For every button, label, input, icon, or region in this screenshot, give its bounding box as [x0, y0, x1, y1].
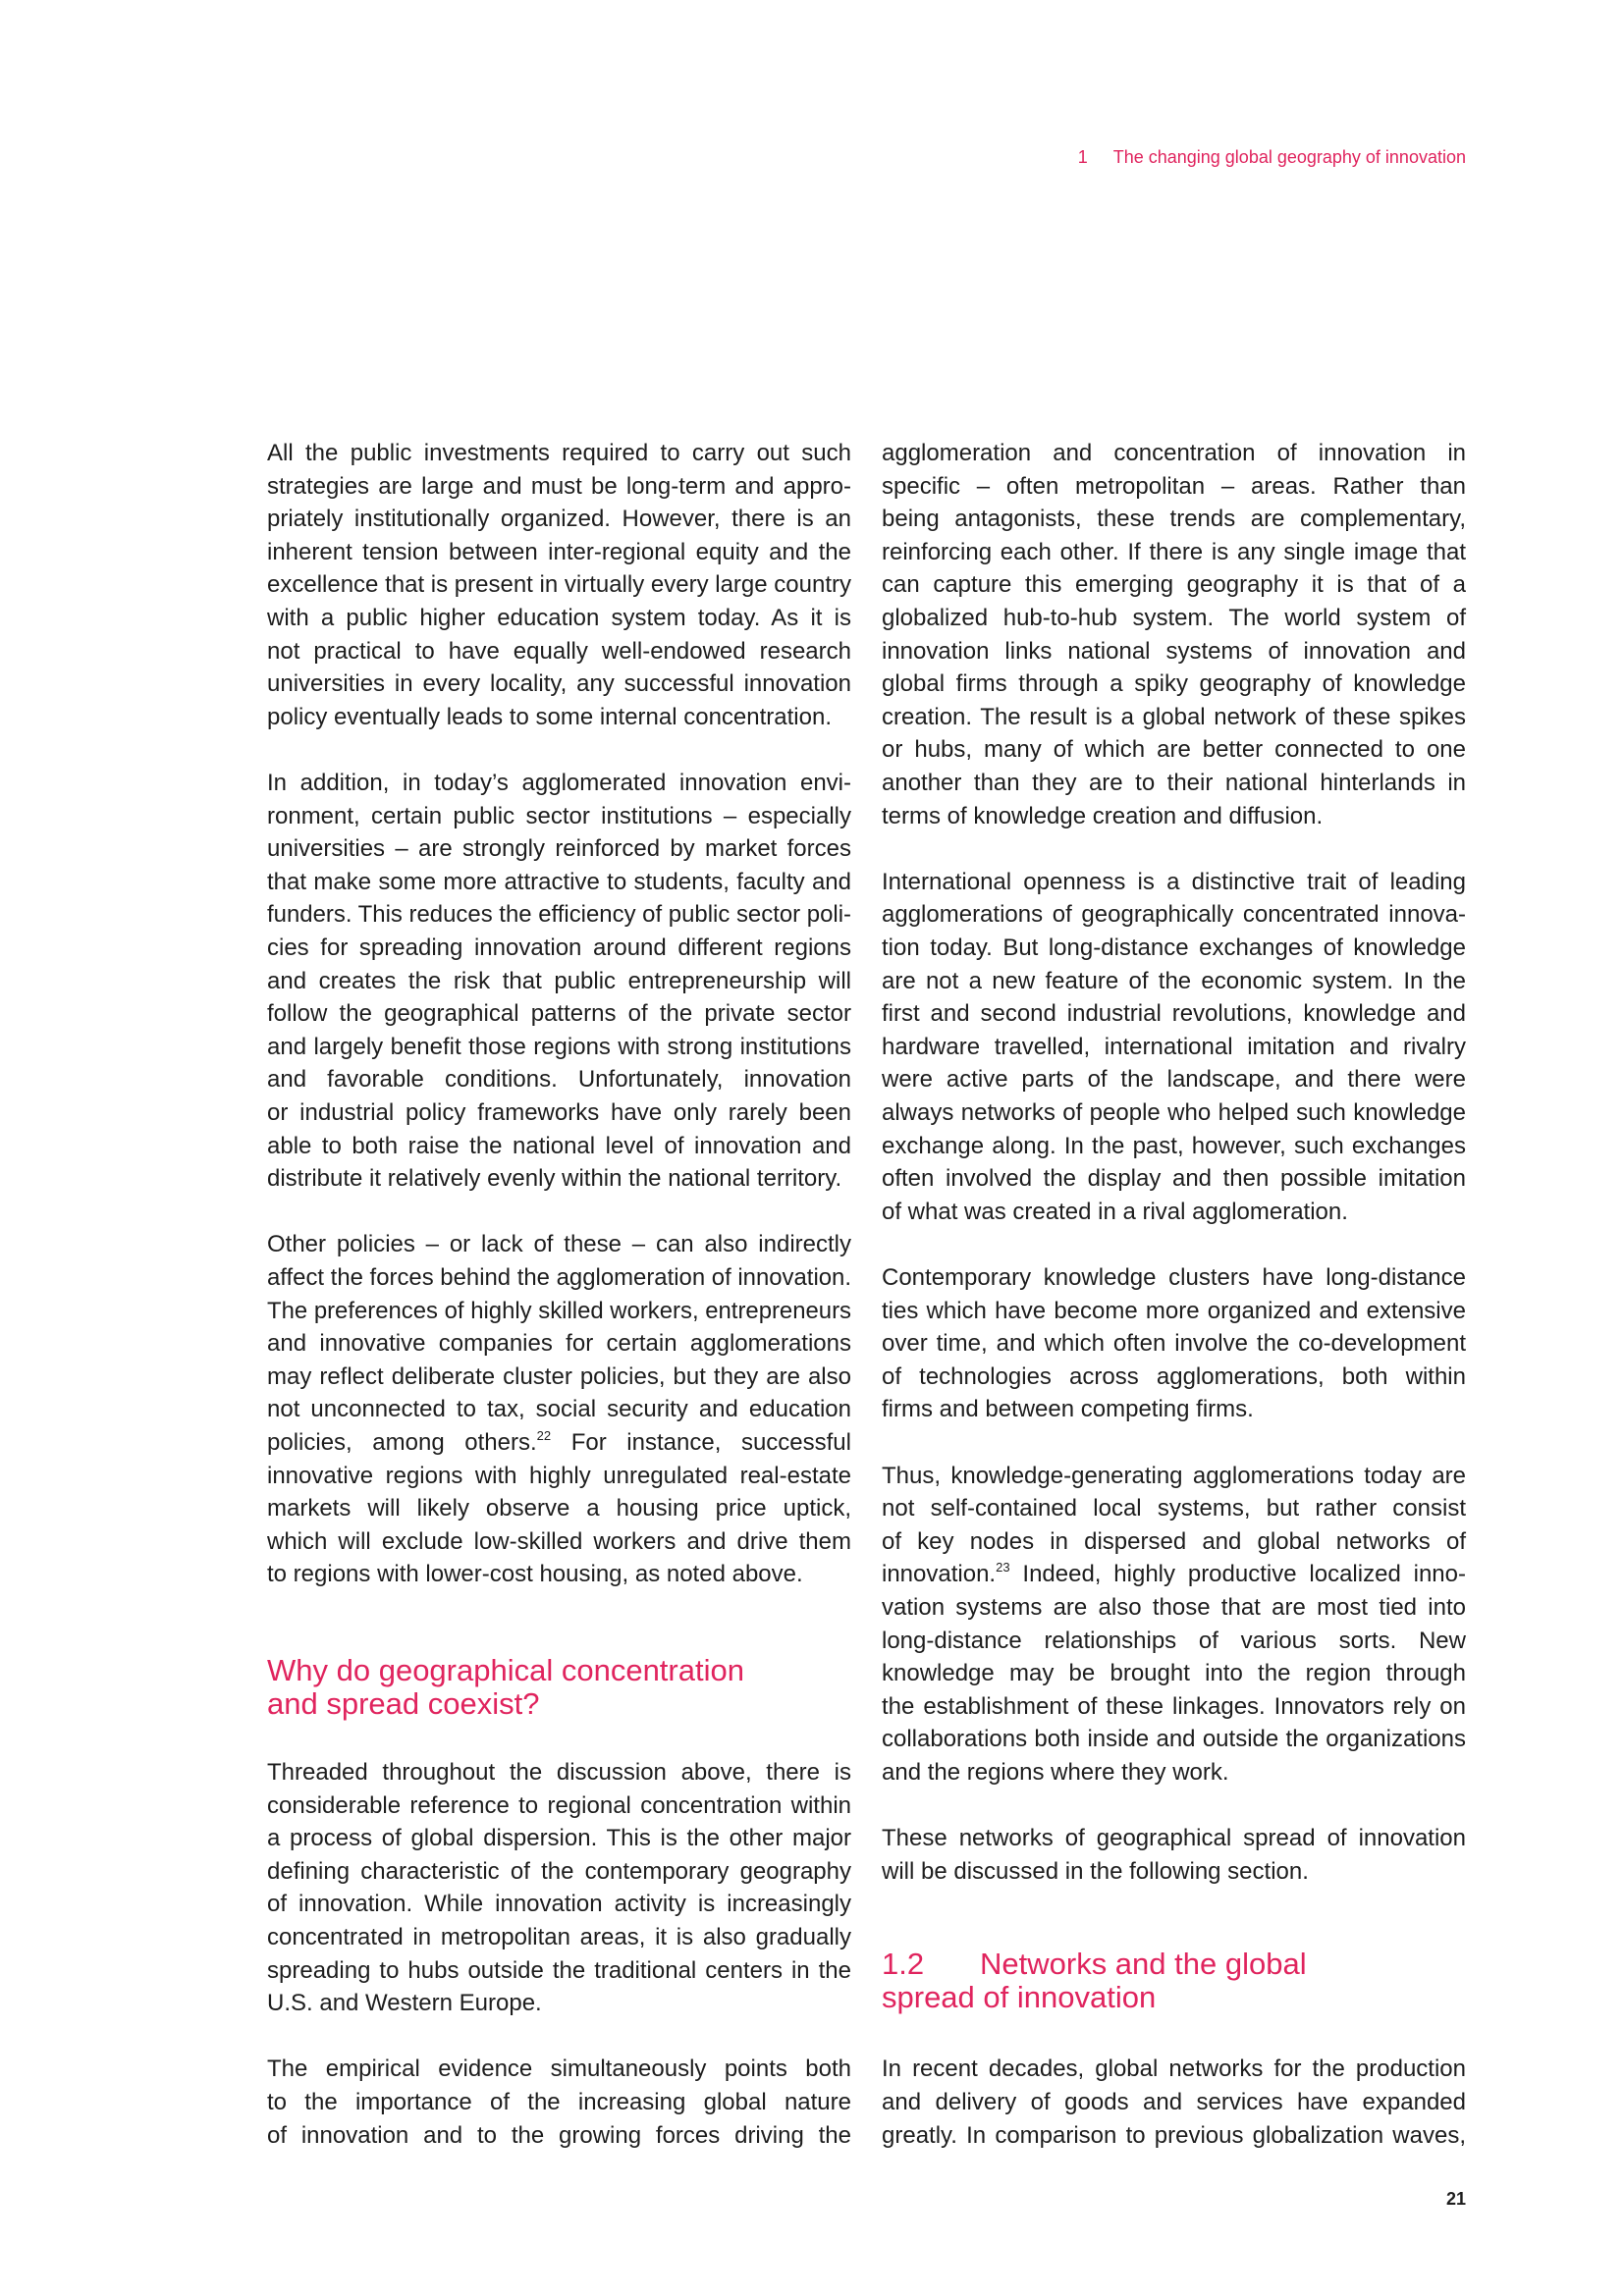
- text-line-content: [882, 470, 1466, 504]
- text-line: [267, 2086, 851, 2119]
- text: and delivery of goods and services have expanded: [882, 2088, 1466, 2115]
- heading-text: Networks and the global: [980, 1946, 1307, 1981]
- text-line-content: [882, 1196, 1348, 1229]
- text-line-content: [267, 1756, 851, 1789]
- body-paragraph: [267, 1228, 851, 1591]
- text: defining characteristic of the contemporary geography: [267, 1857, 851, 1885]
- text: ties which have become more organized and extensive: [882, 1297, 1466, 1324]
- text-line: [882, 1690, 1466, 1724]
- text: greatly. In comparison to previous globalization waves,: [882, 2121, 1466, 2149]
- text-line: [267, 1822, 851, 1855]
- text: distribute it relatively evenly within the national territory.: [267, 1165, 842, 1193]
- text-line-content: [882, 1723, 1466, 1756]
- text-line: [267, 832, 851, 866]
- text-line: [882, 536, 1466, 569]
- text: which will exclude low-skilled workers and drive them: [267, 1527, 851, 1555]
- text-line-content: [267, 866, 851, 899]
- text: considerable reference to regional concentration within: [267, 1791, 851, 1819]
- text: policy eventually leads to some internal concentration.: [267, 703, 832, 730]
- text: For instance, successful: [551, 1428, 851, 1456]
- text-line-content: [267, 602, 851, 635]
- text: global firms through a spiky geography of knowledge: [882, 670, 1466, 698]
- text-line-content: [882, 602, 1466, 635]
- text-line: [267, 1426, 851, 1460]
- text: with a public higher education system today. As it is: [267, 604, 851, 631]
- body-paragraph: [882, 866, 1466, 1229]
- text-line-content: [267, 1162, 841, 1196]
- text-line-content: [882, 767, 1466, 800]
- text: of what was created in a rival agglomeration.: [882, 1198, 1348, 1225]
- text-line: [267, 1261, 851, 1295]
- text-line: [267, 800, 851, 833]
- text-line: [267, 1954, 851, 1988]
- text: follow the geographical patterns of the private sector: [267, 1000, 851, 1028]
- text-line: [882, 1492, 1466, 1525]
- text-line-content: [267, 635, 851, 668]
- page-number: 21: [1445, 2189, 1466, 2209]
- text-line: [882, 1460, 1466, 1493]
- text-line-content: [882, 800, 1323, 833]
- text-line: [882, 1162, 1466, 1196]
- text-line-content: [267, 1063, 851, 1096]
- text-line-content: [267, 1393, 851, 1426]
- text-line-content: [882, 1031, 1466, 1064]
- text: affect the forces behind the agglomeration of innovation.: [267, 1263, 851, 1291]
- text-line: [882, 866, 1466, 899]
- text-line: [882, 1657, 1466, 1690]
- body-paragraph: [267, 1756, 851, 2020]
- body-paragraph: [882, 1261, 1466, 1426]
- text: long-distance relationships of various sorts. New: [882, 1627, 1466, 1654]
- text-line: [267, 667, 851, 701]
- text-line-content: [267, 2086, 851, 2119]
- footnote-reference: 23: [996, 1560, 1010, 1575]
- text: of key nodes in dispersed and global networks of: [882, 1527, 1466, 1555]
- text-line-content: [267, 1096, 851, 1130]
- text-line: [267, 1987, 851, 2020]
- text-line: [267, 997, 851, 1031]
- heading-text: and spread coexist?: [267, 1685, 540, 1721]
- section-number: 1.2: [882, 1946, 925, 1981]
- text-line: [882, 898, 1466, 932]
- text-line: [882, 1031, 1466, 1064]
- body-paragraph: [882, 1460, 1466, 1789]
- text: innovative regions with highly unregulated real-estate: [267, 1462, 851, 1489]
- text: cies for spreading innovation around different regions: [267, 934, 851, 961]
- footnote-reference: 22: [536, 1427, 552, 1443]
- text-line: [882, 1723, 1466, 1756]
- text-line: [882, 932, 1466, 965]
- text-line-content: [267, 1031, 851, 1064]
- text-line: [267, 470, 851, 504]
- text: vation systems are also those that are most tied into: [882, 1593, 1466, 1621]
- text: excellence that is present in virtually every large country: [267, 571, 851, 599]
- text-line: [882, 997, 1466, 1031]
- text: Threaded throughout the discussion above, there is: [267, 1759, 851, 1786]
- text-line-content: [882, 2086, 1466, 2119]
- text: The empirical evidence simultaneously points both: [267, 2056, 851, 2083]
- text: ronment, certain public sector institutions – especially: [267, 802, 851, 829]
- text-line: [267, 536, 851, 569]
- text-line-content: [267, 1295, 851, 1328]
- text-line: [267, 437, 851, 470]
- text: not self-contained local systems, but rather consist: [882, 1495, 1466, 1522]
- text-line-content: [267, 667, 851, 701]
- text-line: [882, 1327, 1466, 1361]
- section-heading: [267, 1654, 851, 1721]
- text-line-content: [267, 800, 851, 833]
- text-line: [267, 898, 851, 932]
- text: knowledge may be brought into the region through: [882, 1660, 1466, 1687]
- text-line: [882, 1525, 1466, 1559]
- text: agglomeration and concentration of innovation in: [882, 440, 1466, 466]
- text: and creates the risk that public entrepreneurship will: [267, 967, 851, 994]
- text-line-content: [267, 568, 851, 602]
- text-line-content: [267, 2053, 851, 2086]
- text-line-content: [882, 2053, 1466, 2086]
- text: terms of knowledge creation and diffusion.: [882, 802, 1324, 829]
- text: Indeed, highly productive localized inno-: [1009, 1561, 1466, 1588]
- text: and favorable conditions. Unfortunately, innovation: [267, 1066, 851, 1094]
- body-paragraph: [267, 767, 851, 1196]
- text-line: [267, 1756, 851, 1789]
- text-line-content: [882, 503, 1466, 536]
- text: or industrial policy frameworks have only rarely been: [267, 1098, 851, 1126]
- text-line-content: [882, 1393, 1254, 1426]
- text-line: [882, 602, 1466, 635]
- text-line: [882, 1361, 1466, 1394]
- text-line: [267, 1888, 851, 1921]
- body-paragraph: [267, 437, 851, 733]
- text: exchange along. In the past, however, such exchanges: [882, 1132, 1466, 1159]
- text-line: [267, 1130, 851, 1163]
- text-line: [267, 1327, 851, 1361]
- text-line: [267, 1492, 851, 1525]
- text-line-content: [882, 1625, 1466, 1658]
- text-line: [882, 1591, 1466, 1625]
- text: specific – often metropolitan – areas. Rather than: [882, 472, 1466, 500]
- body-paragraph: [882, 2053, 1466, 2152]
- text-line-content: [267, 1558, 803, 1591]
- text-line-content: [882, 1130, 1466, 1163]
- text-line-content: [882, 1525, 1466, 1559]
- text-line-content: [882, 1261, 1466, 1295]
- text: International openness is a distinctive trait of leading: [882, 868, 1466, 895]
- text-line-content: [882, 1162, 1466, 1196]
- text-line-content: [882, 568, 1466, 602]
- text-line: [882, 733, 1466, 767]
- text-line-content: [882, 1855, 1309, 1889]
- text: of innovation. While innovation activity is increasingly: [267, 1891, 851, 1918]
- text-line-content: [267, 1130, 851, 1163]
- text: the establishment of these linkages. Innovators rely on: [882, 1692, 1466, 1720]
- text: spreading to hubs outside the traditional centers in the: [267, 1956, 851, 1984]
- text: innovation links national systems of innovation and: [882, 637, 1466, 665]
- text-line-content: [882, 1361, 1466, 1394]
- text-line-content: [267, 1261, 851, 1295]
- text-line: [882, 1196, 1466, 1229]
- text: being antagonists, these trends are complementary,: [882, 506, 1466, 533]
- text-line-content: [882, 536, 1466, 569]
- text-line-content: [882, 898, 1466, 932]
- text: policies, among others.: [267, 1428, 537, 1456]
- text-line-content: [267, 1327, 851, 1361]
- text-line: [882, 2086, 1466, 2119]
- text: not practical to have equally well-endowed research: [267, 637, 851, 665]
- text: Contemporary knowledge clusters have long-distance: [882, 1264, 1466, 1291]
- text: may reflect deliberate cluster policies, but they are also: [267, 1362, 851, 1390]
- text-line: [882, 1063, 1466, 1096]
- heading-line: [882, 1948, 1466, 1981]
- text-line: [882, 1096, 1466, 1130]
- text-line-content: [267, 2119, 851, 2153]
- text-line: [267, 1031, 851, 1064]
- text-line: [882, 503, 1466, 536]
- text-line-content: [267, 832, 851, 866]
- text-line-content: [267, 898, 851, 932]
- text-line-content: [267, 1525, 851, 1559]
- text-line: [882, 2053, 1466, 2086]
- text: collaborations both inside and outside the organizations: [882, 1726, 1466, 1753]
- heading-text: spread of innovation: [882, 1979, 1157, 2014]
- text: concentrated in metropolitan areas, it is also gradually: [267, 1923, 851, 1950]
- text-line: [267, 1393, 851, 1426]
- text: over time, and which often involve the co-development: [882, 1330, 1466, 1358]
- text-line-content: [267, 1228, 851, 1261]
- text: to the importance of the increasing global nature: [267, 2088, 851, 2115]
- text: inherent tension between inter-regional equity and the: [267, 538, 851, 565]
- body-paragraph: [882, 1822, 1466, 1888]
- text-line: [267, 1855, 851, 1889]
- text-line: [267, 965, 851, 998]
- text-line-content: [267, 1987, 542, 2020]
- text: not unconnected to tax, social security and education: [267, 1396, 851, 1423]
- text-line-content: [882, 1063, 1466, 1096]
- text-line-content: [882, 1327, 1466, 1361]
- text: and innovative companies for certain agglomerations: [267, 1330, 851, 1358]
- text-line-content: [882, 1690, 1466, 1724]
- text: agglomerations of geographically concentrated innova-: [882, 901, 1466, 929]
- text-line: [882, 1130, 1466, 1163]
- text-line: [267, 767, 851, 800]
- text-line-content: [267, 1921, 851, 1954]
- text-line-content: [882, 1096, 1466, 1130]
- text-line: [267, 1525, 851, 1559]
- text-line: [882, 2119, 1466, 2153]
- text: In recent decades, global networks for the production: [882, 2056, 1466, 2083]
- text-line: [882, 1625, 1466, 1658]
- text: able to both raise the national level of innovation and: [267, 1132, 851, 1159]
- text-line: [267, 635, 851, 668]
- text-line: [882, 800, 1466, 833]
- text-line-content: [267, 1492, 851, 1525]
- text-line-content: [267, 965, 851, 998]
- text-line: [882, 767, 1466, 800]
- text-line-content: [882, 635, 1466, 668]
- body-paragraph: [267, 2053, 851, 2152]
- chapter-number: 1: [1077, 147, 1088, 167]
- text-line: [267, 503, 851, 536]
- text: U.S. and Western Europe.: [267, 1990, 542, 2017]
- heading-line: [267, 1654, 851, 1687]
- text-line-content: [267, 1954, 851, 1988]
- text-line: [882, 1295, 1466, 1328]
- text-line: [882, 635, 1466, 668]
- heading-text: Why do geographical concentration: [267, 1652, 744, 1687]
- text-line-content: [267, 1822, 851, 1855]
- text-line-content: [267, 1789, 851, 1823]
- text: universities in every locality, any successful innovation: [267, 670, 851, 698]
- text-line: [882, 667, 1466, 701]
- text: innovation.: [882, 1561, 997, 1588]
- text-line: [267, 1228, 851, 1261]
- chapter-title: The changing global geography of innovation: [1112, 147, 1466, 167]
- text-line: [882, 1393, 1466, 1426]
- text-line: [882, 568, 1466, 602]
- text-line-content: [267, 1361, 851, 1394]
- text-line: [267, 1162, 851, 1196]
- text-line: [882, 1822, 1466, 1855]
- text-line: [882, 1855, 1466, 1889]
- text: first and second industrial revolutions, knowledge and: [882, 1000, 1466, 1028]
- text-line: [267, 1789, 851, 1823]
- text-line-content: [267, 932, 851, 965]
- text: can capture this emerging geography it is that of a: [882, 571, 1466, 599]
- text: will be discussed in the following section.: [882, 1857, 1309, 1885]
- text-line: [882, 470, 1466, 504]
- text-line-content: [882, 2119, 1466, 2153]
- text-line: [267, 866, 851, 899]
- text: hardware travelled, international imitation and rivalry: [882, 1033, 1466, 1060]
- text-line-content: [882, 1756, 1229, 1789]
- text-line-content: [882, 932, 1466, 965]
- text-line-content: [267, 767, 851, 800]
- text-line-content: [882, 1558, 1466, 1591]
- text: always networks of people who helped such knowledge: [882, 1098, 1466, 1126]
- text-line: [267, 1921, 851, 1954]
- text: and the regions where they work.: [882, 1758, 1229, 1786]
- text-line-content: [267, 1888, 851, 1921]
- text: In addition, in today’s agglomerated innovation envi-: [267, 770, 851, 796]
- text-line: [267, 1295, 851, 1328]
- text-line-content: [882, 1822, 1466, 1855]
- text: or hubs, many of which are better connected to one: [882, 736, 1466, 764]
- text-line: [267, 932, 851, 965]
- text-line-content: [267, 1460, 851, 1493]
- text: firms and between competing firms.: [882, 1396, 1254, 1423]
- text-line-content: [882, 1591, 1466, 1625]
- text-line: [882, 701, 1466, 734]
- text: and largely benefit those regions with strong institutions: [267, 1033, 851, 1060]
- text: that make some more attractive to students, faculty and: [267, 868, 851, 895]
- text-line: [882, 437, 1466, 470]
- text-line: [267, 2119, 851, 2153]
- text: markets will likely observe a housing price uptick,: [267, 1495, 851, 1522]
- text-line: [267, 568, 851, 602]
- text-line: [267, 1460, 851, 1493]
- text-line-content: [267, 701, 832, 734]
- body-paragraph: [882, 437, 1466, 832]
- text: are not a new feature of the economic system. In the: [882, 967, 1466, 994]
- text-line-content: [882, 701, 1466, 734]
- text-line: [882, 1756, 1466, 1789]
- running-header: [1078, 147, 1466, 168]
- section-heading: [882, 1948, 1466, 2014]
- text: another than they are to their national hinterlands in: [882, 769, 1466, 796]
- text-line-content: [267, 997, 851, 1031]
- text: strategies are large and must be long-term and appro-: [267, 472, 851, 500]
- text: universities – are strongly reinforced by market forces: [267, 835, 851, 863]
- text: were active parts of the landscape, and there were: [882, 1066, 1466, 1094]
- text: The preferences of highly skilled workers, entrepreneurs: [267, 1297, 851, 1324]
- text-line-content: [882, 437, 1466, 470]
- text-line-content: [882, 1295, 1466, 1328]
- text: tion today. But long-distance exchanges of knowledge: [882, 934, 1466, 961]
- text-line-content: [882, 1492, 1466, 1525]
- text: of innovation and to the growing forces driving the: [267, 2121, 851, 2149]
- text-line: [267, 2053, 851, 2086]
- text-line: [267, 1361, 851, 1394]
- text: of technologies across agglomerations, both within: [882, 1362, 1466, 1390]
- text-line: [267, 1558, 851, 1591]
- text-line: [882, 1261, 1466, 1295]
- heading-line: [882, 1981, 1466, 2014]
- text: often involved the display and then possible imitation: [882, 1165, 1466, 1193]
- text: Other policies – or lack of these – can also indirectly: [267, 1231, 851, 1258]
- text: priately institutionally organized. However, there is an: [267, 506, 851, 533]
- text-line-content: [882, 667, 1466, 701]
- text-line-content: [882, 997, 1466, 1031]
- text: creation. The result is a global network of these spikes: [882, 703, 1466, 730]
- heading-line: [267, 1687, 851, 1721]
- text-line: [267, 1063, 851, 1096]
- text: funders. This reduces the efficiency of public sector poli-: [267, 901, 851, 929]
- text-line-content: [267, 437, 851, 470]
- text-line-content: [267, 470, 851, 504]
- text: These networks of geographical spread of innovation: [882, 1825, 1466, 1852]
- text-line-content: [882, 1460, 1466, 1493]
- text-line: [267, 701, 851, 734]
- text-line-content: [267, 1426, 851, 1460]
- text-line-content: [267, 536, 851, 569]
- text: All the public investments required to carry out such: [267, 440, 851, 466]
- text: globalized hub-to-hub system. The world system of: [882, 604, 1466, 631]
- text: to regions with lower-cost housing, as noted above.: [267, 1561, 803, 1588]
- text-line-content: [267, 503, 851, 536]
- text-line: [882, 1558, 1466, 1591]
- text: a process of global dispersion. This is the other major: [267, 1825, 851, 1852]
- text-line-content: [882, 965, 1466, 998]
- text-line-content: [882, 733, 1466, 767]
- text-line-content: [882, 866, 1466, 899]
- text-line-content: [882, 1657, 1466, 1690]
- text: reinforcing each other. If there is any single image that: [882, 538, 1466, 565]
- text-line: [267, 1096, 851, 1130]
- text-line: [882, 965, 1466, 998]
- text-line: [267, 602, 851, 635]
- text: Thus, knowledge-generating agglomerations today are: [882, 1462, 1466, 1489]
- text-line-content: [267, 1855, 851, 1889]
